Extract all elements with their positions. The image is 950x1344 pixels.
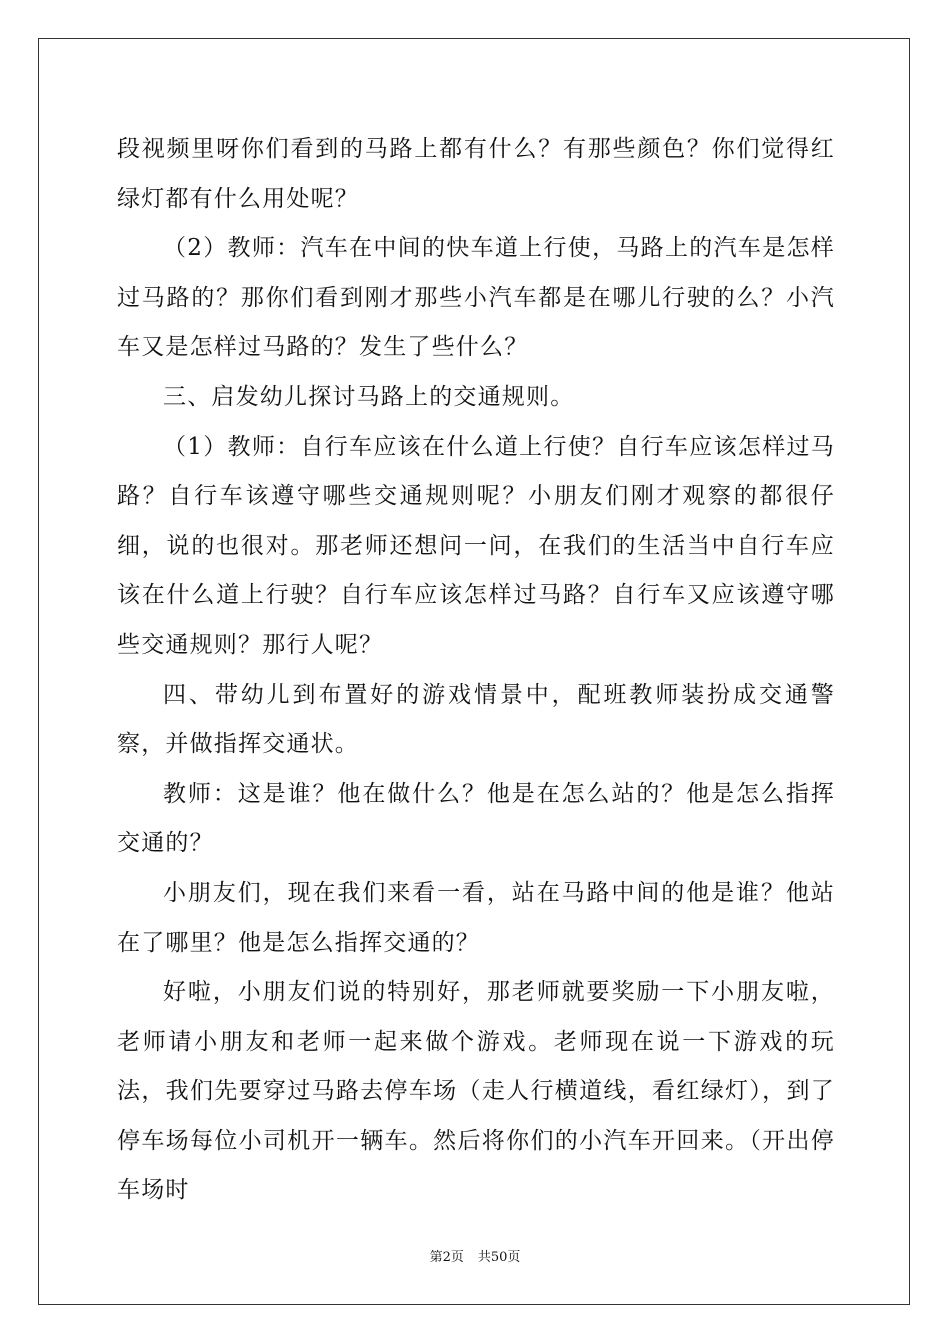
paragraph-1: 段视频里呀你们看到的马路上都有什么？有那些颜色？你们觉得红绿灯都有什么用处呢？ — [117, 136, 835, 212]
document-body — [117, 125, 835, 1216]
total-pages: 共50页 — [477, 1250, 521, 1265]
paragraph-5-heading: 四、带幼儿到布置好的游戏情景中，配班教师装扮成交通警察，并做指挥交通状。 — [117, 681, 835, 758]
paragraph-4: （1）教师：自行车应该在什么道上行使？自行车应该怎样过马路？自行车该遵守哪些交通规则呢？小朋友们刚才观察的都很仔细，说的也很对。那老师还想问一问，在我们的生活当中自行车应该在什么道上行驶？自行车应该怎样过马路？自行车又应该遵守哪些交通规则？那行人呢？ — [117, 433, 835, 658]
paragraph-2: （2）教师：汽车在中间的快车道上行使，马路上的汽车是怎样过马路的？那你们看到刚才那些小汽车都是在哪儿行驶的么？小汽车又是怎样过马路的？发生了些什么？ — [117, 235, 835, 361]
page-number: 第2页 — [429, 1250, 464, 1265]
page-footer — [0, 1246, 950, 1265]
paragraph-3-heading: 三、启发幼儿探讨马路上的交通规则。 — [163, 383, 575, 410]
paragraph-7: 小朋友们，现在我们来看一看，站在马路中间的他是谁？他站在了哪里？他是怎么指挥交通的？ — [117, 879, 835, 956]
paragraph-8: 好啦，小朋友们说的特别好，那老师就要奖励一下小朋友啦，老师请小朋友和老师一起来做个游戏。老师现在说一下游戏的玩法，我们先要穿过马路去停车场（走人行横道线，看红绿灯），到了停车场每位小司机开一辆车。然后将你们的小汽车开回来。（开出停车场时 — [117, 979, 835, 1204]
paragraph-6: 教师：这是谁？他在做什么？他是在怎么站的？他是怎么指挥交通的？ — [117, 780, 835, 857]
